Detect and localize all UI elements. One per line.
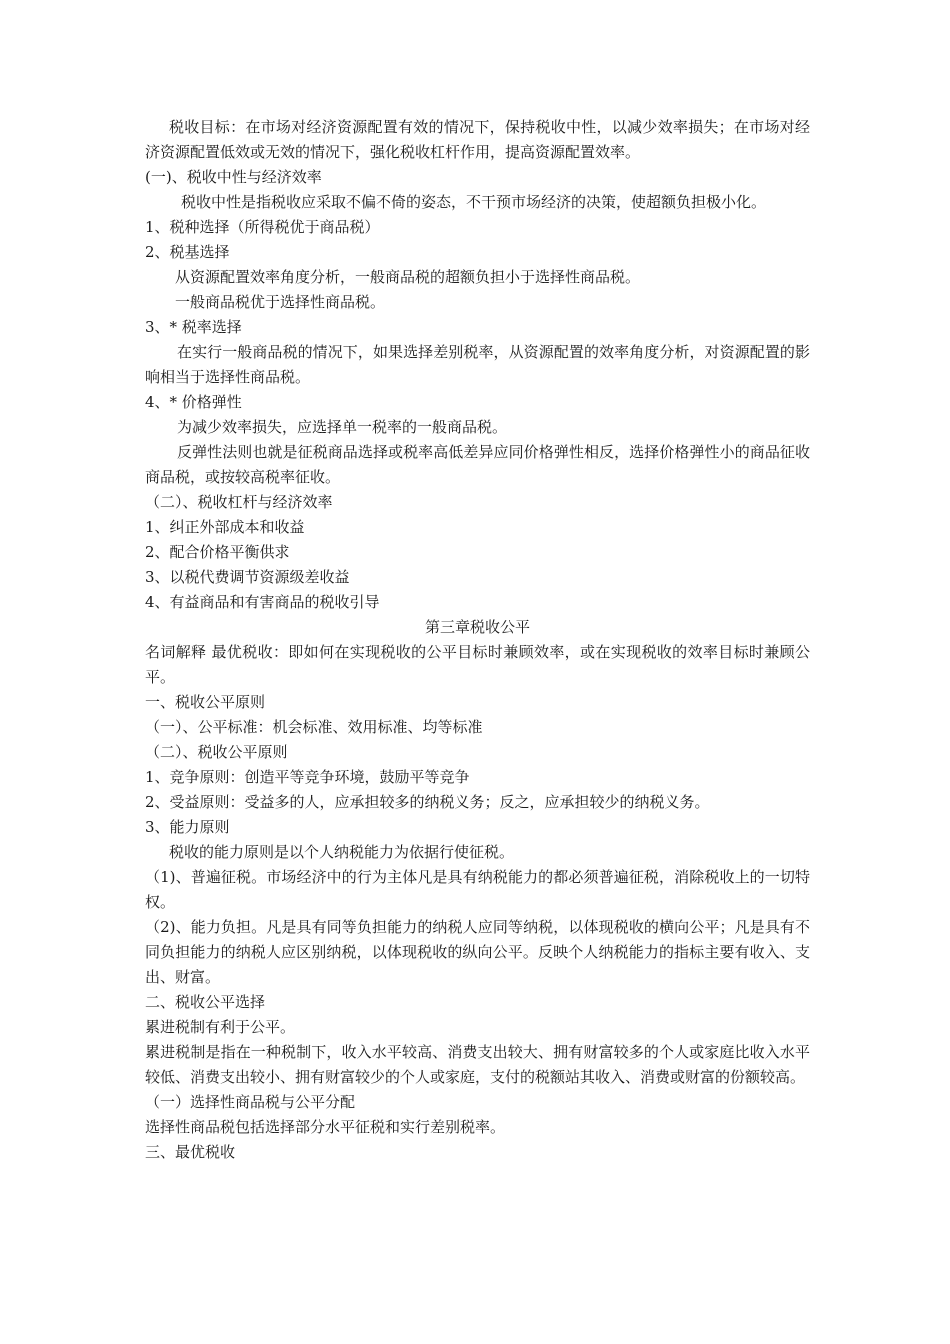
- chapter-title: 第三章税收公平: [424, 618, 530, 636]
- paragraph-progressive-definition: 累进税制是指在一种税制下，收入水平较高、消费支出较大、拥有财富较多的个人或家庭比收入水平较低、消费支出较小、拥有财富较少的个人或家庭，支付的税额站其收入、消费或财富的份额较高。: [145, 1043, 810, 1086]
- heading-tax-lever: （二）、税收杠杆与经济效率: [145, 493, 333, 511]
- list-item-price-balance: 2、配合价格平衡供求: [145, 543, 290, 561]
- paragraph-general-tax-better: 一般商品税优于选择性商品税。: [175, 293, 386, 311]
- list-item-benefit: 2、受益原则：受益多的人，应承担较多的纳税义务；反之，应承担较少的纳税义务。: [145, 793, 710, 811]
- heading-fairness-principles-sub: （二）、税收公平原则: [145, 743, 288, 761]
- paragraph-selective-tax: 选择性商品税包括选择部分水平征税和实行差别税率。: [145, 1118, 506, 1136]
- paragraph-tax-base-analysis: 从资源配置效率角度分析，一般商品税的超额负担小于选择性商品税。: [175, 268, 641, 286]
- list-item-ability: 3、能力原则: [145, 818, 230, 836]
- paragraph-inverse-elasticity: 反弹性法则也就是征税商品选择或税率高低差异应同价格弹性相反，选择价格弹性小的商品征收商品税，或按较高税率征收。: [145, 443, 810, 486]
- list-item-price-elasticity: 4、* 价格弹性: [145, 393, 242, 411]
- heading-tax-neutrality: (一)、税收中性与经济效率: [145, 168, 322, 186]
- paragraph-universal-taxation: （1)、普遍征税。市场经济中的行为主体凡是具有纳税能力的都必须普遍征税，消除税收上的一切特权。: [145, 868, 810, 911]
- paragraph-tax-objective: 税收目标：在市场对经济资源配置有效的情况下，保持税收中性，以减少效率损失；在市场对经济资源配置低效或无效的情况下，强化税收杠杆作用，提高资源配置效率。: [145, 118, 810, 161]
- paragraph-optimal-tax-definition: 名词解释 最优税收：即如何在实现税收的公平目标时兼顾效率，或在实现税收的效率目标时兼顾公平。: [145, 643, 810, 686]
- heading-fairness-choice: 二、税收公平选择: [145, 993, 266, 1011]
- list-item-merit-goods: 4、有益商品和有害商品的税收引导: [145, 593, 380, 611]
- paragraph-ability-burden: （2)、能力负担。凡是具有同等负担能力的纳税人应同等纳税，以体现税收的横向公平；凡是具有不同负担能力的纳税人应区别纳税，以体现税收的纵向公平。反映个人纳税能力的指标主要有收入、支出、财富。: [145, 918, 810, 986]
- paragraph-single-rate: 为减少效率损失，应选择单一税率的一般商品税。: [177, 418, 508, 436]
- paragraph-fairness-standards: （一）、公平标准：机会标准、效用标准、均等标准: [145, 718, 483, 736]
- list-item-tax-rate: 3、* 税率选择: [145, 318, 242, 336]
- list-item-tax-type: 1、税种选择（所得税优于商品税）: [145, 218, 380, 236]
- heading-fairness-principle: 一、税收公平原则: [145, 693, 266, 711]
- list-item-tax-for-fee: 3、以税代费调节资源级差收益: [145, 568, 350, 586]
- list-item-competition: 1、竞争原则：创造平等竞争环境，鼓励平等竞争: [145, 768, 470, 786]
- document-page: [145, 115, 810, 1165]
- heading-optimal-tax: 三、最优税收: [145, 1143, 236, 1161]
- paragraph-tax-rate-analysis: 在实行一般商品税的情况下，如果选择差别税率，从资源配置的效率角度分析，对资源配置的影响相当于选择性商品税。: [145, 343, 810, 386]
- heading-selective-tax: （一）选择性商品税与公平分配: [145, 1093, 356, 1111]
- paragraph-ability-principle: 税收的能力原则是以个人纳税能力为依据行使征税。: [169, 843, 515, 861]
- paragraph-neutrality-definition: 税收中性是指税收应采取不偏不倚的姿态，不干预市场经济的决策，使超额负担极小化。: [181, 193, 767, 211]
- paragraph-progressive-fair: 累进税制有利于公平。: [145, 1018, 296, 1036]
- list-item-externalities: 1、纠正外部成本和收益: [145, 518, 305, 536]
- list-item-tax-base: 2、税基选择: [145, 243, 230, 261]
